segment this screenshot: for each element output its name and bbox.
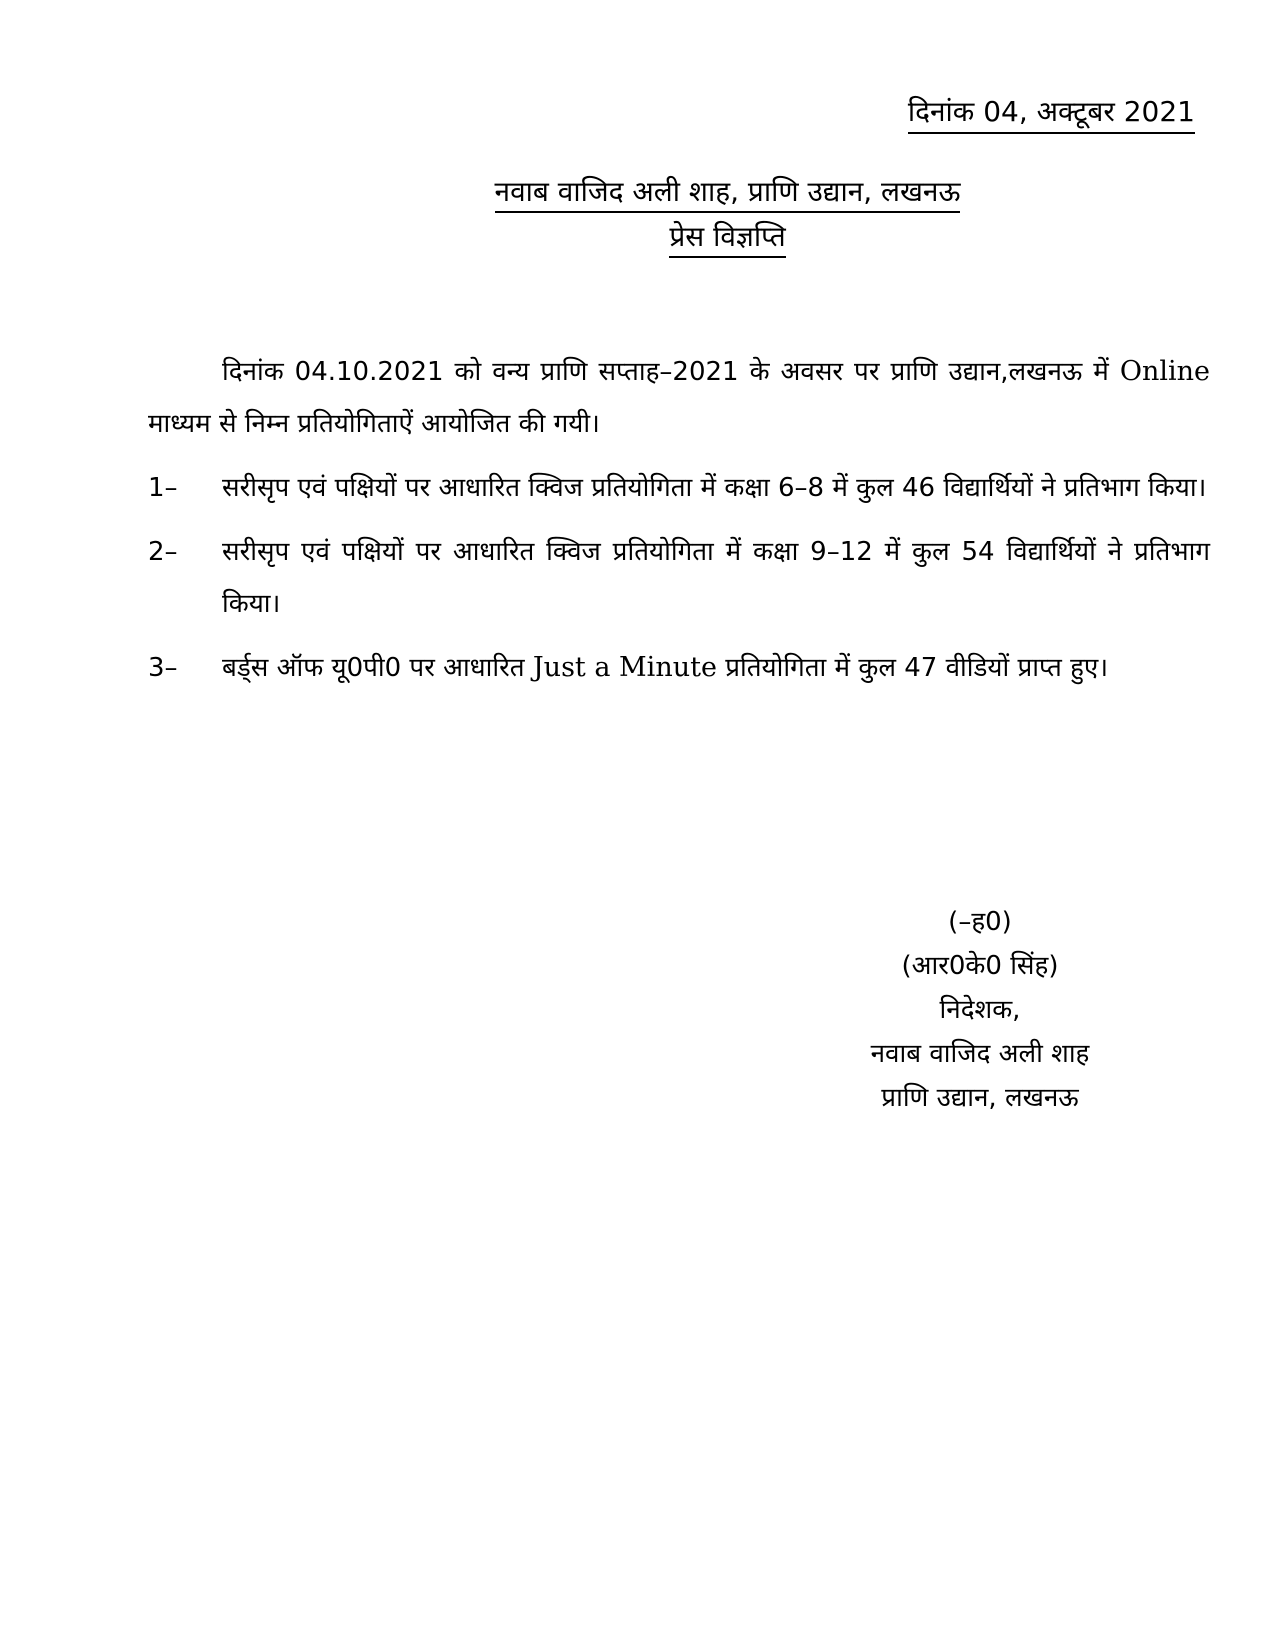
signatory-org-line1: नवाब वाजिद अली शाह: [870, 1039, 1090, 1069]
list-item-number: 1–: [148, 473, 178, 503]
list-item-latin: Just a Minute: [532, 652, 717, 683]
list-item-text: सरीसृप एवं पक्षियों पर आधारित क्विज प्रतियोगिता में कक्षा 6–8 में कुल 46 विद्यार्थियों ने प्रतिभाग किया।: [222, 473, 1207, 503]
list-item: [148, 642, 1210, 694]
list-item-number: 3–: [148, 653, 178, 683]
document-title: प्रेस विज्ञप्ति: [669, 217, 785, 258]
document-body: [148, 346, 1210, 706]
intro-text-after: माध्यम से निम्न प्रतियोगिताऐं आयोजित की गयी।: [148, 409, 600, 439]
signatory-org-line2: प्राणि उद्यान, लखनऊ: [881, 1083, 1079, 1113]
list-item-text-after: प्रतियोगिता में कुल 47 वीडियों प्राप्त हुए।: [716, 653, 1109, 683]
document-date: दिनांक 04, अक्टूबर 2021: [908, 92, 1195, 134]
list-item: [148, 526, 1210, 630]
document-heading: [0, 172, 1275, 262]
list-item-text-before: बर्ड्स ऑफ यू0पी0 पर आधारित: [222, 653, 533, 683]
intro-text-before: दिनांक 04.10.2021 को वन्य प्राणि सप्ताह–2021 के अवसर पर प्राणि उद्यान,लखनऊ में: [222, 357, 1120, 387]
intro-paragraph: [148, 346, 1210, 450]
intro-latin-word: Online: [1119, 356, 1210, 387]
list-item-text: सरीसृप एवं पक्षियों पर आधारित क्विज प्रतियोगिता में कक्षा 9–12 में कुल 54 विद्यार्थियों ने प्रतिभाग किया।: [222, 537, 1210, 619]
signatory-designation: निदेशक,: [939, 995, 1021, 1025]
signature-mark: (–ह0): [948, 907, 1012, 937]
list-item-number: 2–: [148, 537, 178, 567]
signatory-name: (आर0के0 सिंह): [901, 951, 1059, 981]
organization-name: नवाब वाजिद अली शाह, प्राणि उद्यान, लखनऊ: [495, 172, 961, 213]
list-item: [148, 462, 1210, 514]
signature-block: [790, 900, 1170, 1120]
list-item-text: [222, 642, 1210, 694]
